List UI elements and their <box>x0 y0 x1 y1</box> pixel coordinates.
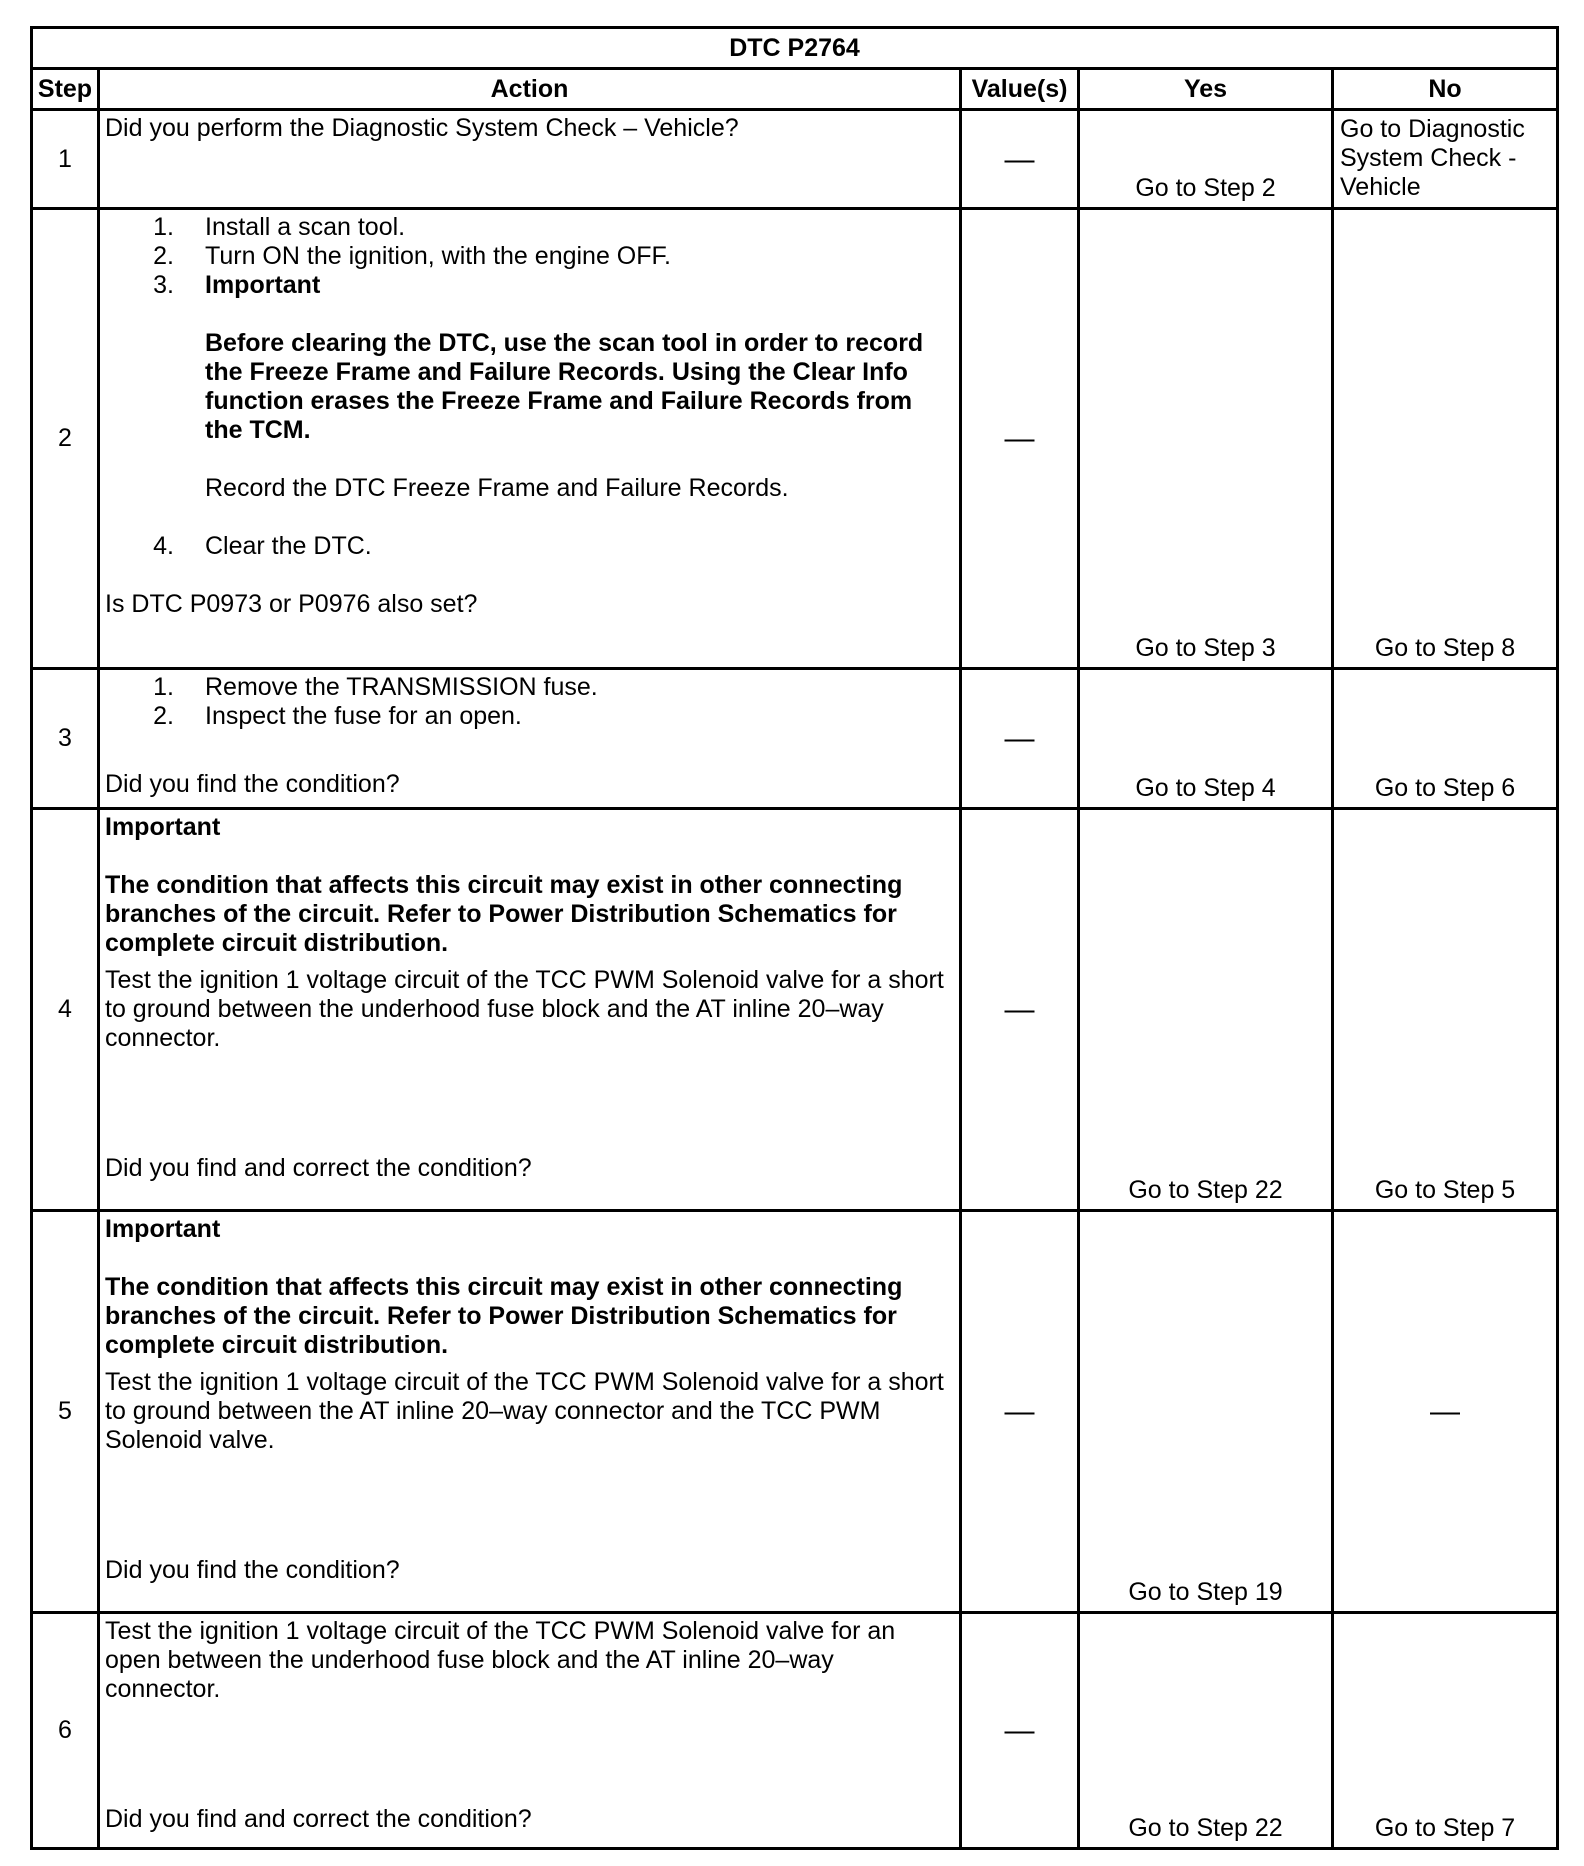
action-question: Did you find and correct the condition? <box>105 1805 532 1833</box>
value-cell: — <box>961 1211 1079 1613</box>
list-item: 3. Important <box>153 271 321 299</box>
table-title-row <box>32 28 1558 69</box>
header-no: No <box>1333 69 1558 110</box>
no-cell: Go to Step 8 <box>1333 209 1558 669</box>
action-instruction: Test the ignition 1 voltage circuit of the TCC PWM Solenoid valve for a short to ground between the underhood fuse block and the AT inline 20–way connector. <box>105 966 944 1052</box>
step-number: 4 <box>32 809 99 1211</box>
value-cell: — <box>961 669 1079 809</box>
table-row <box>32 110 1558 209</box>
table-row <box>32 1211 1558 1613</box>
important-label: Important <box>105 1215 221 1243</box>
action-cell <box>99 110 961 209</box>
list-item: 4. Clear the DTC. <box>153 532 372 560</box>
action-cell <box>99 1211 961 1613</box>
action-cell <box>99 809 961 1211</box>
important-note: Before clearing the DTC, use the scan tool in order to record the Freeze Frame and Failure Records. Using the Clear Info function erases the Freeze Frame and Failure Records from the TCM. <box>205 329 924 444</box>
list-item: 1. Remove the TRANSMISSION fuse. <box>153 673 598 701</box>
important-note: The condition that affects this circuit may exist in other connecting branches of the circuit. Refer to Power Distribution Schematics for complete circuit distribution. <box>105 1273 903 1359</box>
yes-cell: Go to Step 22 <box>1079 809 1333 1211</box>
table-row <box>32 809 1558 1211</box>
table-row <box>32 669 1558 809</box>
step-number: 1 <box>32 110 99 209</box>
step-number: 3 <box>32 669 99 809</box>
step-number: 6 <box>32 1613 99 1849</box>
table-row <box>32 1613 1558 1849</box>
important-label: Important <box>105 813 221 841</box>
no-cell: Go to Step 7 <box>1333 1613 1558 1849</box>
action-cell <box>99 669 961 809</box>
header-action: Action <box>99 69 961 110</box>
yes-cell: Go to Step 2 <box>1079 110 1333 209</box>
diagnostic-table <box>30 26 1559 1850</box>
header-values: Value(s) <box>961 69 1079 110</box>
action-instruction: Test the ignition 1 voltage circuit of the TCC PWM Solenoid valve for a short to ground between the AT inline 20–way connector and the TCC PWM Solenoid valve. <box>105 1368 944 1454</box>
yes-cell: Go to Step 3 <box>1079 209 1333 669</box>
list-item: 2. Inspect the fuse for an open. <box>153 702 522 730</box>
list-item: 1. Install a scan tool. <box>153 213 406 241</box>
action-question: Did you find the condition? <box>105 1556 400 1584</box>
step-number: 2 <box>32 209 99 669</box>
yes-cell: Go to Step 4 <box>1079 669 1333 809</box>
action-cell <box>99 209 961 669</box>
action-question: Is DTC P0973 or P0976 also set? <box>105 590 478 618</box>
yes-cell: Go to Step 19 <box>1079 1211 1333 1613</box>
no-cell: Go to Step 6 <box>1333 669 1558 809</box>
action-cell <box>99 1613 961 1849</box>
action-question: Did you perform the Diagnostic System Check – Vehicle? <box>105 114 739 142</box>
important-note: The condition that affects this circuit may exist in other connecting branches of the circuit. Refer to Power Distribution Schematics for complete circuit distribution. <box>105 871 903 957</box>
table-title: DTC P2764 <box>32 28 1558 69</box>
value-cell: — <box>961 809 1079 1211</box>
table-header-row <box>32 69 1558 110</box>
diagnostic-table-page <box>30 26 1556 1850</box>
value-cell: — <box>961 110 1079 209</box>
table-row <box>32 209 1558 669</box>
value-cell: — <box>961 1613 1079 1849</box>
action-instruction: Test the ignition 1 voltage circuit of the TCC PWM Solenoid valve for an open between the underhood fuse block and the AT inline 20–way connector. <box>105 1617 896 1703</box>
header-yes: Yes <box>1079 69 1333 110</box>
value-cell: — <box>961 209 1079 669</box>
action-question: Did you find the condition? <box>105 770 400 798</box>
step-number: 5 <box>32 1211 99 1613</box>
header-step: Step <box>32 69 99 110</box>
record-instruction: Record the DTC Freeze Frame and Failure Records. <box>205 474 789 502</box>
action-question: Did you find and correct the condition? <box>105 1154 532 1182</box>
no-cell: — <box>1333 1211 1558 1613</box>
yes-cell: Go to Step 22 <box>1079 1613 1333 1849</box>
no-cell: Go to Step 5 <box>1333 809 1558 1211</box>
no-cell: Go to Diagnostic System Check - Vehicle <box>1333 110 1558 209</box>
list-item: 2. Turn ON the ignition, with the engine OFF. <box>153 242 671 270</box>
